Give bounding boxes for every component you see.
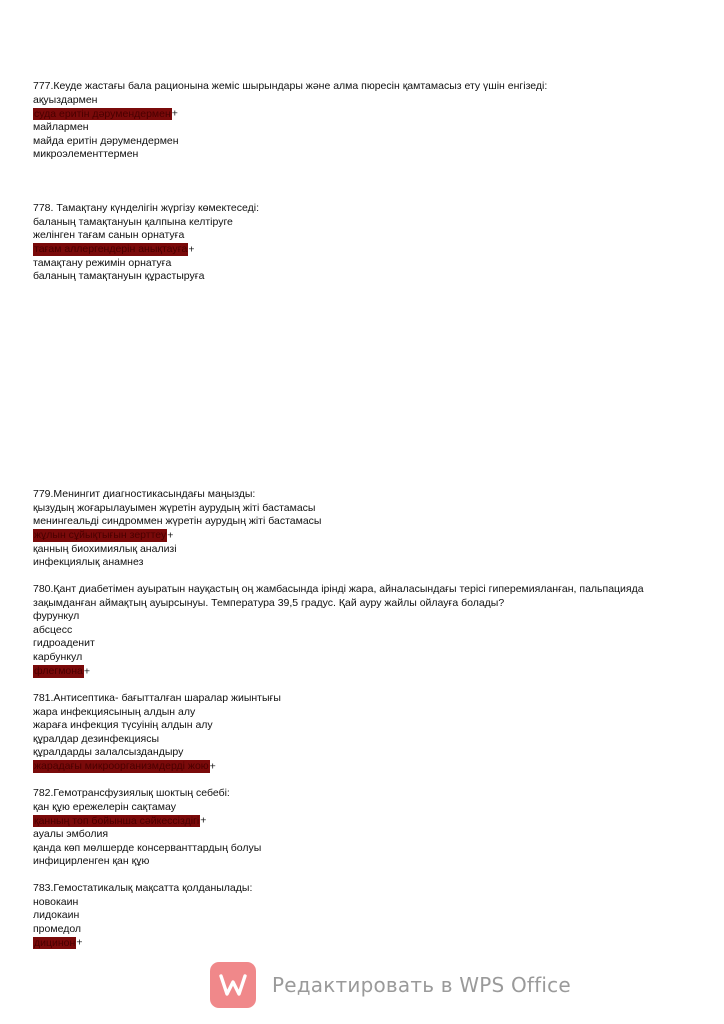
answer-option: микроэлементтермен [33, 148, 139, 161]
correct-marker: + [167, 529, 174, 542]
correct-marker: + [188, 243, 195, 256]
answer-option: фурункул [33, 610, 80, 623]
answer-option-correct [33, 814, 693, 828]
question-title: 780.Қант диабетімен ауыратын науқастың оң жамбасында ірінді жара, айналасындағы терісі гиперемияланған, пальпацияда зақымданған аймақтың ауырсынуы. Температура 39,5 градус. Қай ауру жайлы ойлауға болады? [33, 583, 644, 609]
correct-answer-highlight: дицинон [34, 936, 76, 949]
answer-option: қанда көп мөлшерде консерванттардың болуы [33, 841, 262, 854]
answer-option: ақуыздармен [33, 93, 98, 106]
answer-option: желінген тағам санын орнатуға [33, 229, 185, 242]
answer-option: тамақтану режимін орнатуға [33, 256, 172, 269]
answer-option: құралдарды залалсыздандыру [33, 746, 184, 759]
correct-answer-highlight: жұлын сұйықтығын зерттеу [34, 529, 167, 542]
answer-option: баланың тамақтануын қалпына келтіруге [33, 215, 233, 228]
correct-answer-highlight: қанның топ бойынша сәйкессіздігі [34, 814, 200, 827]
question-block [33, 80, 693, 162]
answer-option: лидокаин [33, 909, 80, 922]
question-block [33, 787, 693, 869]
answer-option-correct [33, 529, 693, 543]
answer-option-correct [33, 665, 693, 679]
answer-option: жараға инфекция түсуінің алдын алу [33, 719, 213, 732]
question-block [33, 488, 693, 570]
question-title: 779.Менингит диагностикасындағы маңызды: [33, 488, 256, 500]
correct-marker: + [171, 107, 178, 120]
answer-option: баланың тамақтануын құрастыруға [33, 270, 205, 283]
answer-option: майлармен [33, 121, 89, 134]
answer-option: абсцесс [33, 623, 73, 636]
answer-option: ауалы эмболия [33, 828, 109, 841]
wps-edit-banner[interactable] [210, 962, 571, 1008]
question-title: 781.Антисептика- бағытталған шаралар жиынтығы [33, 692, 281, 704]
question-title: 778. Тамақтану күнделігін жүргізу көмектеседі: [33, 202, 259, 214]
wps-logo-icon[interactable] [210, 962, 256, 1008]
correct-answer-highlight: жарадағы микроорганизмдерді жою [34, 760, 209, 773]
answer-option: менингеальді синдроммен жүретін аурудың жіті бастамасы [33, 515, 322, 528]
correct-marker: + [200, 814, 207, 827]
answer-option: карбункул [33, 650, 83, 663]
answer-option-correct [33, 107, 693, 121]
answer-option: майда еритін дәрумендермен [33, 134, 179, 147]
answer-option: қан құю ережелерін сақтамау [33, 800, 176, 813]
answer-option: қызудың жоғарылауымен жүретін аурудың жіті бастамасы [33, 501, 316, 514]
question-block [33, 882, 693, 950]
correct-marker: + [209, 760, 216, 773]
question-block [33, 202, 693, 284]
correct-marker: + [83, 665, 91, 678]
answer-option: промедол [33, 922, 82, 935]
answer-option-correct [33, 760, 693, 774]
correct-answer-highlight: суда еритін дәрумендермен [34, 107, 171, 120]
question-block [33, 692, 693, 774]
answer-option: инфекциялық анамнез [33, 556, 144, 569]
question-title: 782.Гемотрансфузиялық шоктың себебі: [33, 787, 230, 799]
answer-option: қанның биохимиялық анализі [33, 542, 177, 555]
answer-option-correct [33, 243, 693, 257]
correct-answer-highlight: тағам аллергендерін анықтауға [34, 243, 188, 256]
question-block [33, 583, 693, 679]
answer-option: құралдар дезинфекциясы [33, 732, 160, 745]
question-title: 783.Гемостатикалық мақсатта қолданылады: [33, 882, 253, 894]
answer-option: инфицирленген қан құю [33, 855, 150, 868]
answer-option: новокаин [33, 895, 79, 908]
correct-marker: + [76, 936, 83, 949]
answer-option: гидроаденит [33, 637, 95, 650]
answer-option-correct [33, 936, 693, 950]
correct-answer-highlight: флегмона [34, 665, 83, 678]
question-title: 777.Кеуде жастағы бала рационына жеміс шырындары және алма пюресін қамтамасыз ету үшін енгізеді: [33, 80, 548, 92]
answer-option: жара инфекциясының алдын алу [33, 705, 196, 718]
wps-edit-link[interactable]: Редактировать в WPS Office [272, 973, 571, 997]
